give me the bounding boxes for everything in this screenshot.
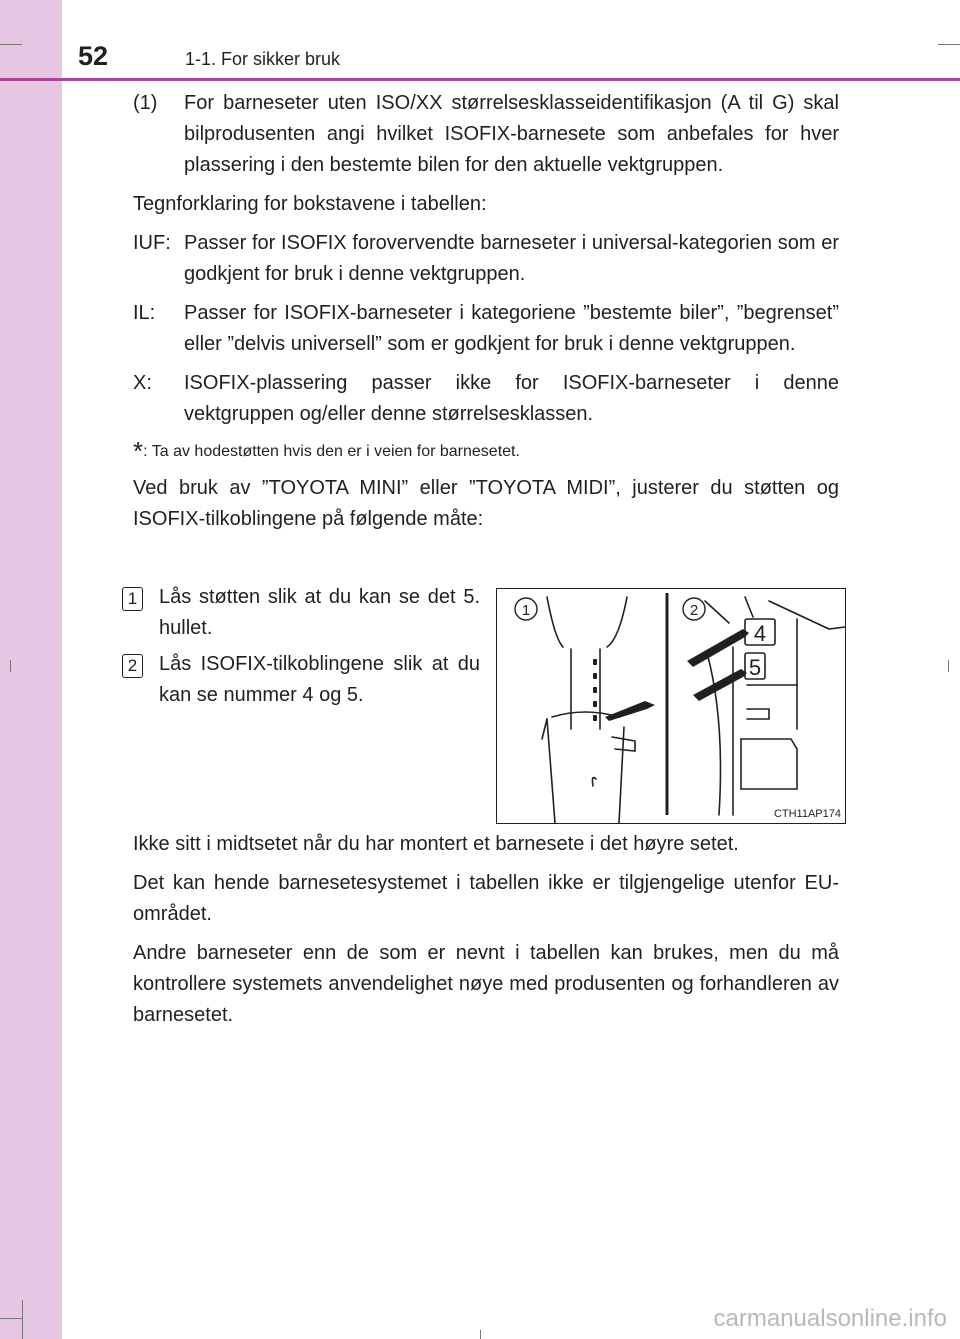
main-content	[133, 88, 839, 543]
legend-x	[133, 368, 839, 430]
note-text: For barneseter uten ISO/XX størrelsesklasseidentifikasjon (A til G) skal bilprodusenten angi hvilket ISOFIX-barnesete som anbefales for hver plassering i den bestemte bilen for den aktuelle vektgruppen.	[184, 92, 839, 176]
step-list	[115, 582, 480, 716]
legend-key: IL:	[133, 302, 156, 324]
bottom-para-3: Andre barneseter enn de som er nevnt i tabellen kan brukes, men du må kontrollere systemets anvendelighet nøye med produsenten og forhandleren av barnesetet.	[133, 942, 839, 1026]
legend-text: Passer for ISOFIX forovervendte barneseter i universal-kategorien som er godkjent for bruk i denne vektgruppen.	[184, 232, 839, 285]
legend-key: X:	[133, 372, 152, 394]
footnote-mark: *	[133, 436, 144, 466]
crop-mark	[0, 44, 22, 45]
legend-intro: Tegnforklaring for bokstavene i tabellen:	[133, 193, 487, 215]
legend-text: ISOFIX-plassering passer ikke for ISOFIX-barneseter i denne vektgruppen og/eller denne størrelsesklassen.	[184, 372, 839, 425]
digit-4: 4	[753, 621, 767, 646]
note-key: (1)	[133, 92, 158, 114]
callout-2: 2	[689, 602, 699, 619]
crop-mark	[0, 1318, 22, 1319]
digit-5: 5	[748, 655, 762, 680]
header-rule	[0, 78, 960, 81]
step-2	[115, 649, 480, 711]
isofix-illustration	[496, 588, 846, 824]
footnote-text: : Ta av hodestøtten hvis den er i veien for barnesetet.	[143, 443, 520, 460]
bottom-content	[133, 829, 839, 1039]
step-badge: 1	[122, 587, 143, 611]
illustration-drawing	[497, 589, 845, 823]
section-title: 1-1. For sikker bruk	[185, 49, 341, 69]
callout-1: 1	[521, 602, 531, 619]
legend-text: Passer for ISOFIX-barneseter i kategoriene ”bestemte biler”, ”begrenset” eller ”delvis universell” som er godkjent for bruk i denne vektgruppen.	[184, 302, 839, 355]
watermark: carmanualsonline.info	[713, 1305, 947, 1332]
bottom-para-2: Det kan hende barnesetesystemet i tabellen ikke er tilgjengelige utenfor EU-området.	[133, 872, 839, 925]
page-number: 52	[78, 41, 109, 71]
note-item-1	[133, 88, 839, 181]
figure-code: CTH11AP174	[773, 808, 841, 820]
step-badge: 2	[122, 654, 143, 678]
step-text: Lås ISOFIX-tilkoblingene slik at du kan se nummer 4 og 5.	[159, 653, 480, 706]
legend-iuf	[133, 228, 839, 290]
bottom-para-1: Ikke sitt i midtsetet når du har montert et barnesete i det høyre setet.	[133, 833, 739, 855]
crop-mark	[948, 660, 949, 672]
legend-key: IUF:	[133, 232, 171, 254]
crop-mark	[10, 660, 11, 672]
step-text: Lås støtten slik at du kan se det 5. hullet.	[159, 586, 480, 639]
crop-mark	[22, 1300, 23, 1339]
toyota-intro: Ved bruk av ”TOYOTA MINI” eller ”TOYOTA MIDI”, justerer du støtten og ISOFIX-tilkoblingene på følgende måte:	[133, 477, 839, 530]
footnote	[133, 438, 839, 465]
legend-il	[133, 298, 839, 360]
crop-mark	[480, 1330, 481, 1339]
step-1	[115, 582, 480, 644]
crop-mark	[938, 44, 960, 45]
